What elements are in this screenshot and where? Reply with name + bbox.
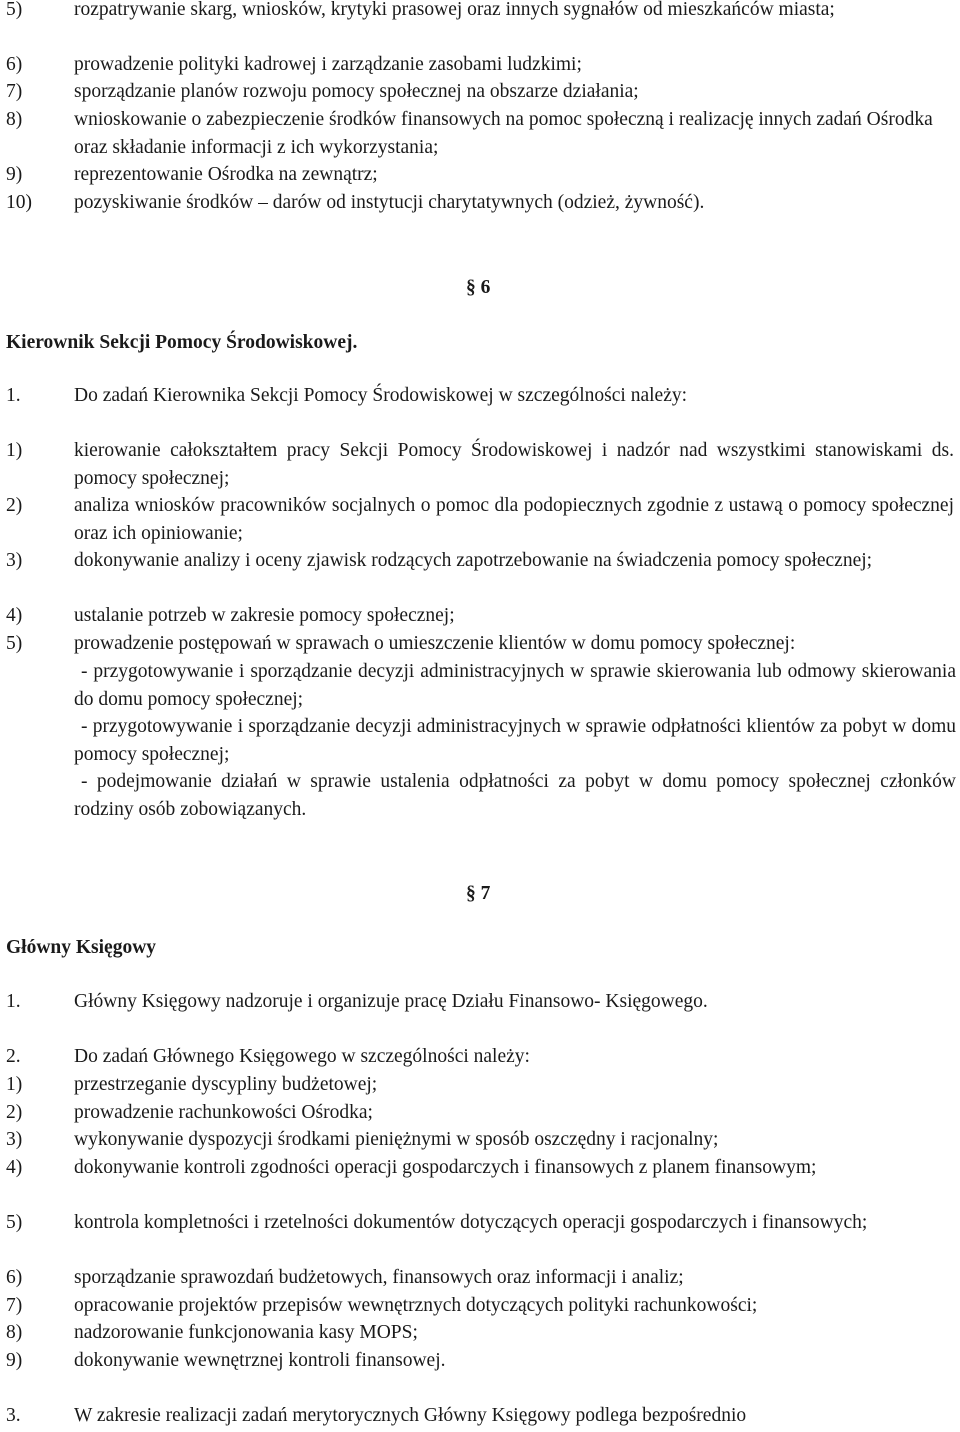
paragraph-number: 1.	[6, 385, 21, 406]
sub-item: - przygotowywanie i sporządzanie decyzji administracyjnych w sprawie skierowania lub odmowy skierowania do domu pomocy społecznej;	[74, 661, 956, 710]
list-item	[6, 1264, 954, 1292]
list-number: 9)	[6, 1350, 23, 1371]
list-item	[6, 1319, 954, 1347]
list-text: dokonywanie analizy i oceny zjawisk rodzących zapotrzebowanie na świadczenia pomocy społecznej;	[74, 550, 873, 571]
list-number: 5)	[6, 1212, 23, 1233]
list-text: wykonywanie dyspozycji środkami pieniężnymi w sposób oszczędny i racjonalny;	[74, 1129, 719, 1150]
list-text: dokonywanie wewnętrznej kontroli finansowej.	[74, 1350, 446, 1371]
paragraph-number: 2.	[6, 1046, 21, 1067]
list-text: analiza wniosków pracowników socjalnych o pomoc dla podopiecznych zgodnie z ustawą o pomocy społecznej oraz ich opiniowanie;	[74, 495, 954, 544]
list-item	[6, 1071, 954, 1099]
list-number: 1)	[6, 440, 23, 461]
list-item	[6, 1154, 886, 1182]
list-number: 7)	[6, 81, 23, 102]
list-item	[6, 0, 954, 24]
list-item	[6, 1347, 954, 1375]
list-number: 8)	[6, 1322, 23, 1343]
list-number: 2)	[6, 1102, 23, 1123]
list-item	[6, 78, 954, 106]
list-text: przestrzeganie dyscypliny budżetowej;	[74, 1074, 378, 1095]
list-text: dokonywanie kontroli zgodności operacji gospodarczych i finansowych z planem finansowym;	[74, 1157, 817, 1178]
list-text: pozyskiwanie środków – darów od instytucji charytatywnych (odzież, żywność).	[74, 192, 705, 213]
list-text: ustalanie potrzeb w zakresie pomocy społecznej;	[74, 605, 455, 626]
list-number: 4)	[6, 605, 23, 626]
list-text: nadzorowanie funkcjonowania kasy MOPS;	[74, 1322, 418, 1343]
list-number: 4)	[6, 1157, 23, 1178]
list-text: prowadzenie polityki kadrowej i zarządzanie zasobami ludzkimi;	[74, 54, 582, 75]
section-6-paragraph-1	[6, 382, 956, 410]
section-7-paragraph-3	[6, 1402, 956, 1430]
paragraph-text: W zakresie realizacji zadań merytorycznych Główny Księgowy podlega bezpośrednio	[74, 1405, 747, 1426]
list-item	[6, 1099, 954, 1127]
list-item	[6, 161, 954, 189]
list-item	[6, 630, 954, 658]
list-number: 1)	[6, 1074, 23, 1095]
list-number: 6)	[6, 54, 23, 75]
list-item	[6, 437, 954, 492]
section-7-mark: § 7	[466, 883, 491, 904]
paragraph-text: Do zadań Kierownika Sekcji Pomocy Środowiskowej w szczególności należy:	[74, 385, 688, 406]
list-item	[6, 1292, 954, 1320]
list-item	[6, 492, 954, 547]
list-text: sporządzanie sprawozdań budżetowych, finansowych oraz informacji i analiz;	[74, 1267, 684, 1288]
sub-item: - podejmowanie działań w sprawie ustalenia odpłatności za pobyt w domu pomocy społecznej członków rodziny osób zobowiązanych.	[74, 771, 956, 820]
list-number: 10)	[6, 192, 32, 213]
list-number: 2)	[6, 495, 23, 516]
section-7-paragraph-2	[6, 1043, 956, 1071]
list-text: opracowanie projektów przepisów wewnętrznych dotyczących polityki rachunkowości;	[74, 1295, 758, 1316]
list-number: 5)	[6, 633, 23, 654]
list-number: 5)	[6, 0, 23, 20]
list-number: 9)	[6, 164, 23, 185]
list-text: prowadzenie postępowań w sprawach o umieszczenie klientów w domu pomocy społecznej:	[74, 633, 796, 654]
list-item	[6, 106, 954, 161]
list-text: wnioskowanie o zabezpieczenie środków finansowych na pomoc społeczną i realizację innych zadań Ośrodka oraz składanie informacji z ich wykorzystania;	[74, 109, 933, 158]
list-text: kierowanie całokształtem pracy Sekcji Pomocy Środowiskowej i nadzór nad wszystkimi stanowiskami ds. pomocy społecznej;	[74, 440, 954, 489]
list-text: reprezentowanie Ośrodka na zewnątrz;	[74, 164, 378, 185]
section-6-mark: § 6	[466, 277, 491, 298]
list-item	[6, 1209, 954, 1237]
section-7-paragraph-1	[6, 988, 956, 1016]
list-item	[6, 547, 954, 575]
sub-item: - przygotowywanie i sporządzanie decyzji administracyjnych w sprawie odpłatności klientów za pobyt w domu pomocy społecznej;	[74, 716, 956, 765]
list-item	[6, 51, 954, 79]
list-item	[6, 602, 954, 630]
list-text: kontrola kompletności i rzetelności dokumentów dotyczących operacji gospodarczych i finansowych;	[74, 1212, 868, 1233]
list-text: prowadzenie rachunkowości Ośrodka;	[74, 1102, 373, 1123]
list-text: sporządzanie planów rozwoju pomocy społecznej na obszarze działania;	[74, 81, 639, 102]
section-7-heading: Główny Księgowy	[6, 937, 157, 958]
list-item	[6, 1126, 954, 1154]
list-number: 6)	[6, 1267, 23, 1288]
list-item	[6, 189, 954, 217]
paragraph-number: 3.	[6, 1405, 21, 1426]
section-6-heading: Kierownik Sekcji Pomocy Środowiskowej.	[6, 332, 358, 353]
list-number: 3)	[6, 1129, 23, 1150]
list-number: 8)	[6, 109, 23, 130]
list-number: 7)	[6, 1295, 23, 1316]
paragraph-text: Główny Księgowy nadzoruje i organizuje pracę Działu Finansowo- Księgowego.	[74, 991, 708, 1012]
paragraph-text: Do zadań Głównego Księgowego w szczególności należy:	[74, 1046, 530, 1067]
paragraph-number: 1.	[6, 991, 21, 1012]
list-text: rozpatrywanie skarg, wniosków, krytyki prasowej oraz innych sygnałów od mieszkańców miasta;	[74, 0, 835, 20]
list-number: 3)	[6, 550, 23, 571]
